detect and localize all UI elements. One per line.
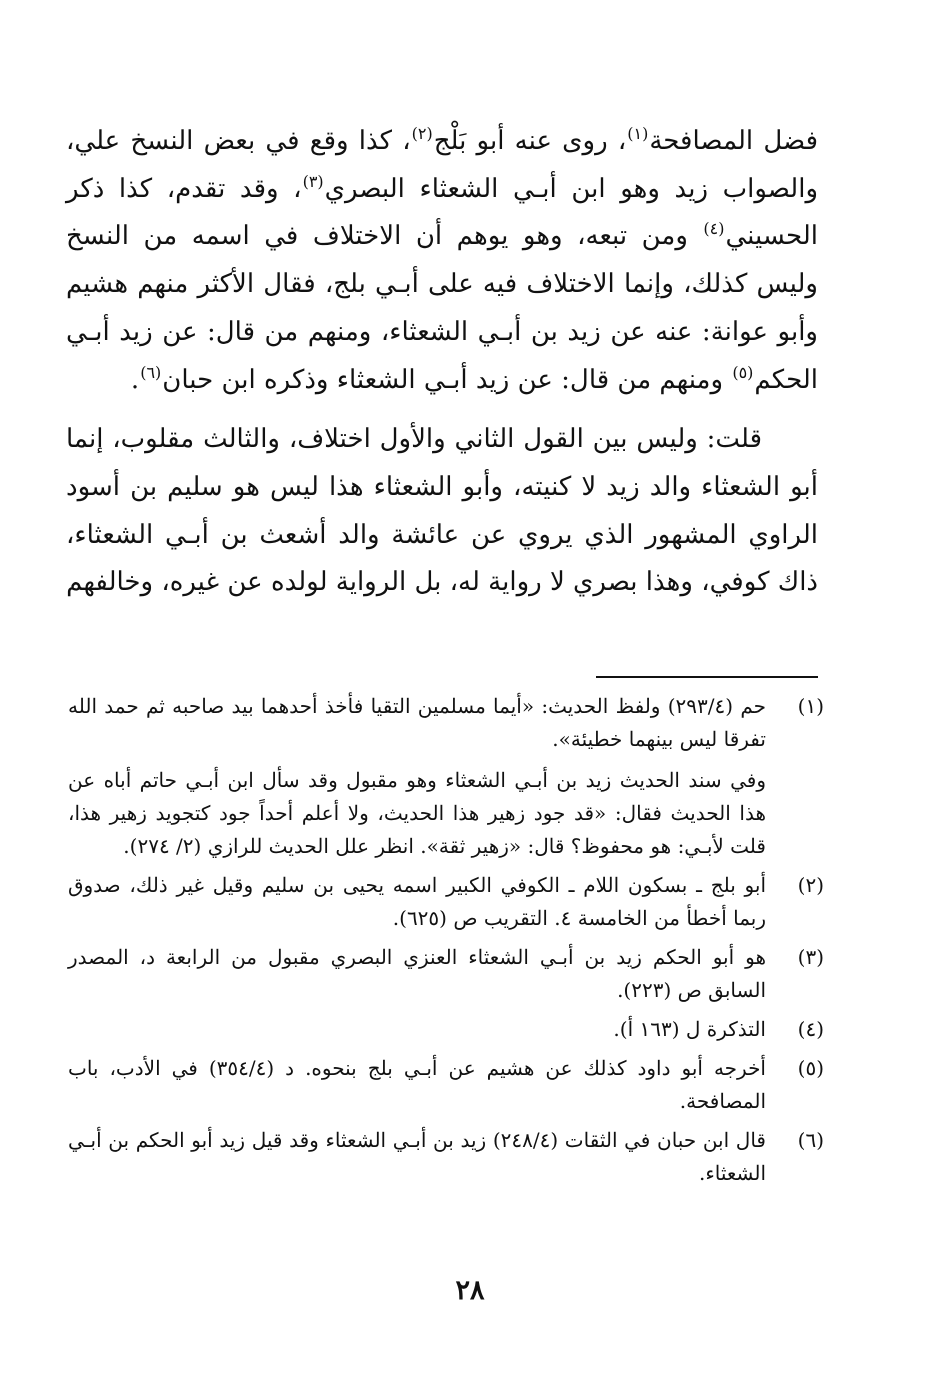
footnote-separator [596, 676, 818, 678]
text-run: ومن تبعه، وهو يوهم أن الاختلاف في اسمه من النسخ وليس كذلك، وإنما الاختلاف فيه على أبـي بلج، فقال الأكثر منهم هشيم وأبو عوانة: عنه عن زيد بن أبـي الشعثاء، ومنهم من قال: عن زيد أبـي الحكم [66, 221, 818, 395]
footnotes [68, 690, 824, 1196]
footnote-number: (١) [797, 694, 824, 718]
footnote-ref-1[interactable]: (١) [627, 124, 649, 143]
footnote-body [68, 941, 766, 1007]
footnote-text: وفي سند الحديث زيد بن أبـي الشعثاء وهو مقبول وقد سأل ابن أبـي حاتم أباه عن هذا الحديث فقال: «قد جود زهير هذا الحديث، ولا أعلم أحداً جود كتجويد زهير هذا، قلت لأبـي: هو محفوظ؟ قال: «زهير ثقة». انظر علل الحديث للرازي (٢/ ٢٧٤). [68, 768, 766, 858]
footnote-text: أخرجه أبو داود كذلك عن هشيم عن أبـي بلج بنحوه. د (٣٥٤/٤) في الأدب، باب المصافحة. [68, 1056, 766, 1113]
footnote-text: التذكرة ل (١٦٣ أ). [613, 1017, 766, 1041]
footnote-ref-2[interactable]: (٢) [411, 124, 433, 143]
footnote-ref-4[interactable]: (٤) [703, 219, 725, 239]
footnote-text: قال ابن حبان في الثقات (٢٤٨/٤) زيد بن أبـي الشعثاء وقد قيل زيد أبو الحكم بن أبـي الشعثاء. [68, 1128, 766, 1185]
footnote-number: (٥) [797, 1056, 824, 1080]
page-number: ٢٨ [455, 1275, 485, 1306]
text-run: ، روى عنه أبو بَلْج [433, 126, 627, 156]
footnote-ref-3[interactable]: (٣) [302, 171, 324, 191]
footnote-3 [68, 941, 824, 1007]
text-run: قلت: وليس بين القول الثاني والأول اختلاف، والثالث مقلوب، إنما أبو الشعثاء والد زيد لا كنيته، وأبو الشعثاء هذا ليس هو سليم بن أسود الراوي المشهور الذي يروي عن عائشة والد أشعث بن أبـي الشعثاء، ذاك كوفي، وهذا بصري لا رواية له، بل الرواية لولده عن غيره، وخالفهم [66, 424, 818, 598]
footnote-text: أبو بلج ـ بسكون اللام ـ الكوفي الكبير اسمه يحيى بن سليم وقيل غير ذلك، صدوق ربما أخطأ من الخامسة ٤. التقريب ص (٦٢٥). [68, 873, 766, 930]
footnote-number: (٢) [797, 873, 824, 897]
footnote-ref-5[interactable]: (٥) [732, 362, 754, 382]
text-run: ، كذا وقع في بعض النسخ علي، والصواب زيد وهو ابن أبـي الشعثاء البصري [66, 126, 818, 204]
footnote-text: حم (٢٩٣/٤) ولفظ الحديث: «أيما مسلمين التقيا فأخذ أحدهما بيد صاحبه ثم حمد الله تفرقا ليس بينهما خطيئة». [68, 694, 766, 751]
footnote-body [68, 1013, 766, 1046]
text-run: ومنهم من قال: عن زيد أبـي الشعثاء وذكره ابن حبان [162, 364, 732, 395]
text-run: . [130, 364, 140, 395]
main-text [66, 118, 818, 607]
footnote-number: (٤) [797, 1017, 824, 1041]
footnote-1 [68, 690, 824, 863]
text-run: فضل المصافحة [649, 126, 819, 156]
text-run: ، وقد تقدم، كذا ذكر الحسيني [66, 173, 818, 252]
footnote-5 [68, 1052, 824, 1118]
footnote-ref-6[interactable]: (٦) [140, 362, 162, 382]
footnote-body [68, 690, 766, 863]
main-paragraph-2 [66, 416, 818, 607]
footnote-number: (٣) [797, 945, 824, 969]
footnote-4 [68, 1013, 824, 1046]
footnote-2 [68, 869, 824, 935]
footnote-body [68, 1052, 766, 1118]
main-paragraph-1 [66, 118, 818, 404]
footnote-body [68, 869, 766, 935]
footnote-number: (٦) [797, 1128, 824, 1152]
footnote-text: هو أبو الحكم زيد بن أبـي الشعثاء العنزي البصري مقبول من الرابعة د، المصدر السابق ص (٢٢٣). [68, 945, 766, 1002]
footnote-body [68, 1124, 766, 1190]
footnote-6 [68, 1124, 824, 1190]
